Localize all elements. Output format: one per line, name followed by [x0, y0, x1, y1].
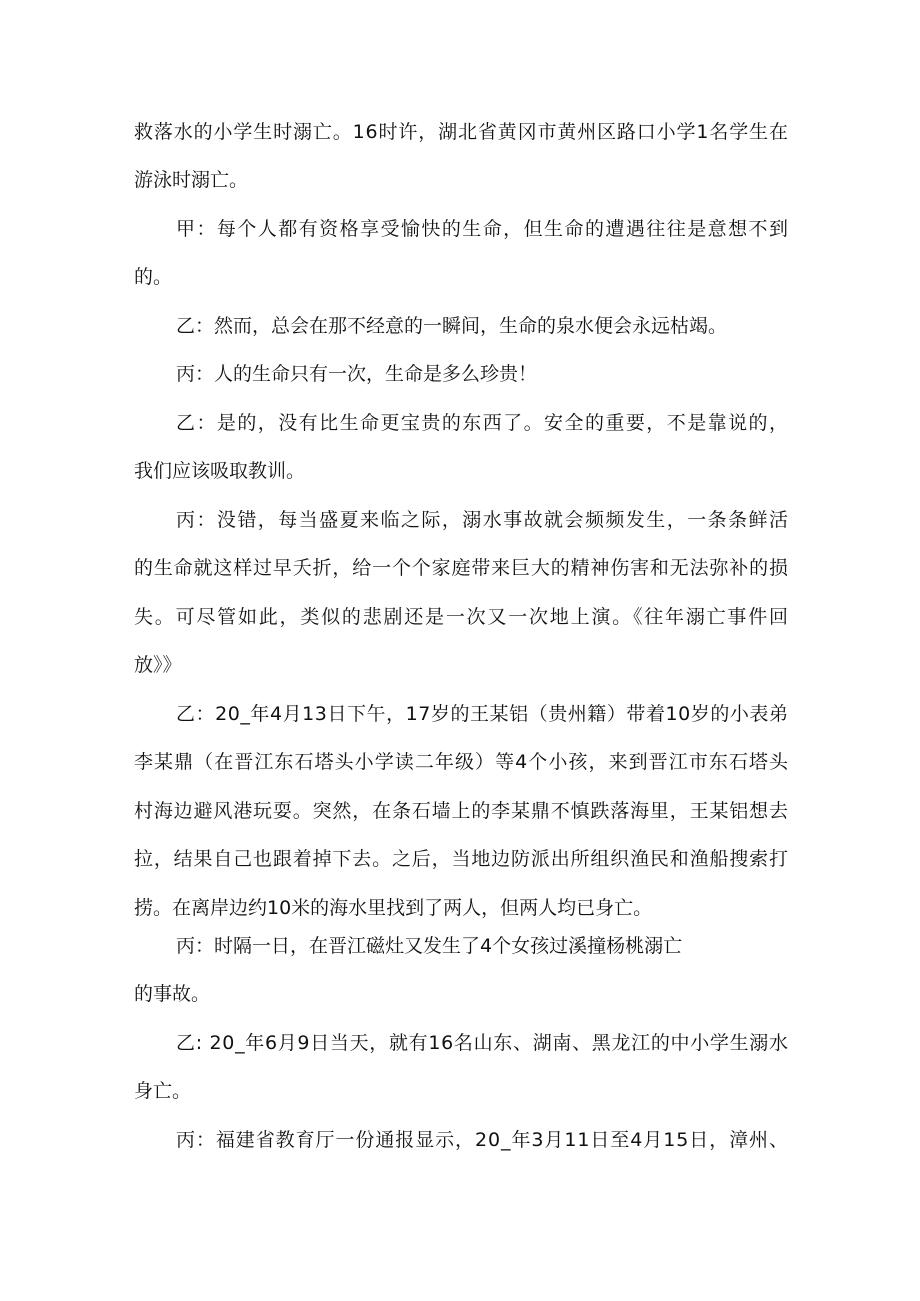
text-line: 游泳时溺亡。 — [134, 169, 249, 191]
text-line: 乙：20_年4月13日下午，17岁的王某铝（贵州籍）带着10岁的小表弟 — [176, 703, 789, 725]
text-line: 丙：福建省教育厅一份通报显示，20_年3月11日至4月15日，漳州、 — [176, 1129, 789, 1151]
text-line: 乙：然而，总会在那不经意的一瞬间，生命的泉水便会永远枯竭。 — [176, 315, 728, 337]
text-line: 的生命就这样过早夭折，给一个个家庭带来巨大的精神伤害和无法弥补的损 — [134, 557, 789, 579]
text-line: 捞。在离岸边约10米的海水里找到了两人，但两人均已身亡。 — [134, 897, 653, 919]
text-line: 拉，结果自己也跟着掉下去。之后，当地边防派出所组织渔民和渔船搜索打 — [134, 848, 789, 870]
text-line: 身亡。 — [134, 1080, 192, 1102]
text-line: 甲：每个人都有资格享受愉快的生命，但生命的遭遇往往是意想不到 — [176, 218, 790, 240]
text-line: 失。可尽管如此，类似的悲剧还是一次又一次地上演。《往年溺亡事件回 — [134, 606, 790, 628]
text-line: 我们应该吸取教训。 — [134, 460, 306, 482]
text-line: 乙：是的，没有比生命更宝贵的东西了。安全的重要，不是靠说的， — [176, 412, 790, 434]
text-line: 放》》 — [134, 654, 182, 676]
text-line: 丙：人的生命只有一次，生命是多么珍贵！ — [176, 363, 538, 385]
text-line: 丙：没错，每当盛夏来临之际，溺水事故就会频频发生，一条条鲜活 — [176, 509, 790, 531]
text-line: 的事故。 — [134, 983, 211, 1005]
text-line: 丙：时隔一日，在晋江磁灶又发生了4个女孩过溪撞杨桃溺亡 — [176, 935, 683, 957]
text-line: 李某鼎（在晋江东石塔头小学读二年级）等4个小孩，来到晋江市东石塔头 — [134, 751, 790, 773]
text-line: 村海边避风港玩耍。突然，在条石墙上的李某鼎不慎跌落海里，王某铝想去 — [134, 800, 789, 822]
text-line: 救落水的小学生时溺亡。16时许，湖北省黄冈市黄州区路口小学1名学生在 — [134, 121, 789, 143]
text-line: 乙: 20_年6月9日当天，就有16名山东、湖南、黑龙江的中小学生溺水 — [176, 1032, 789, 1054]
text-line: 的。 — [134, 266, 173, 288]
